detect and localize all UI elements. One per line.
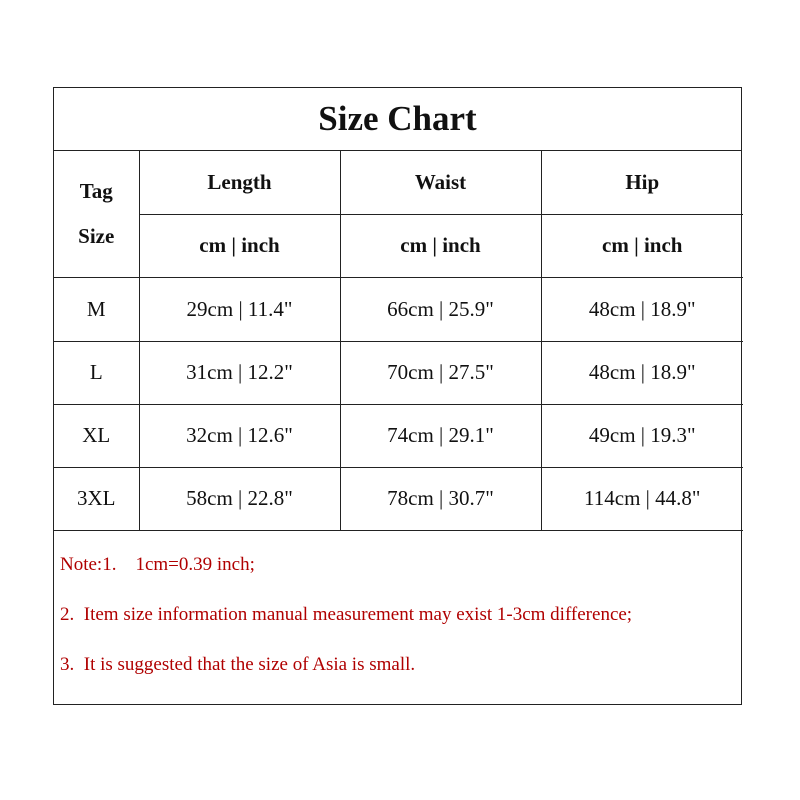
waist-cell: 70cm | 27.5" (340, 341, 541, 404)
unit-header-length: cm | inch (139, 214, 340, 277)
unit-header-waist: cm | inch (340, 214, 541, 277)
waist-cell: 74cm | 29.1" (340, 404, 541, 467)
hip-cell: 49cm | 19.3" (541, 404, 743, 467)
size-cell: M (54, 277, 139, 341)
column-header-hip: Hip (541, 151, 743, 214)
length-cell: 32cm | 12.6" (139, 404, 340, 467)
size-cell: 3XL (54, 467, 139, 530)
note-line-3: 3. It is suggested that the size of Asia is small. (60, 654, 416, 675)
column-header-waist: Waist (340, 151, 541, 214)
length-cell: 29cm | 11.4" (139, 277, 340, 341)
size-table (54, 151, 743, 531)
table-row (54, 341, 743, 404)
tag-size-header (54, 151, 139, 277)
hip-cell: 48cm | 18.9" (541, 277, 743, 341)
size-chart (53, 87, 742, 705)
waist-cell: 78cm | 30.7" (340, 467, 541, 530)
table-row (54, 467, 743, 530)
size-cell: XL (54, 404, 139, 467)
header-row (54, 151, 743, 214)
hip-cell: 48cm | 18.9" (541, 341, 743, 404)
units-row (54, 214, 743, 277)
waist-cell: 66cm | 25.9" (340, 277, 541, 341)
note-line-1: Note:1. 1cm=0.39 inch; (60, 554, 255, 575)
chart-title: Size Chart (54, 88, 741, 151)
table-row (54, 277, 743, 341)
tag-size-label-line2: Size (78, 223, 115, 248)
table-row (54, 404, 743, 467)
hip-cell: 114cm | 44.8" (541, 467, 743, 530)
note-line-2: 2. Item size information manual measurement may exist 1-3cm difference; (60, 604, 633, 625)
tag-size-label-line1: Tag (79, 178, 113, 203)
unit-header-hip: cm | inch (541, 214, 743, 277)
length-cell: 31cm | 12.2" (139, 341, 340, 404)
length-cell: 58cm | 22.8" (139, 467, 340, 530)
column-header-length: Length (139, 151, 340, 214)
size-cell: L (54, 341, 139, 404)
